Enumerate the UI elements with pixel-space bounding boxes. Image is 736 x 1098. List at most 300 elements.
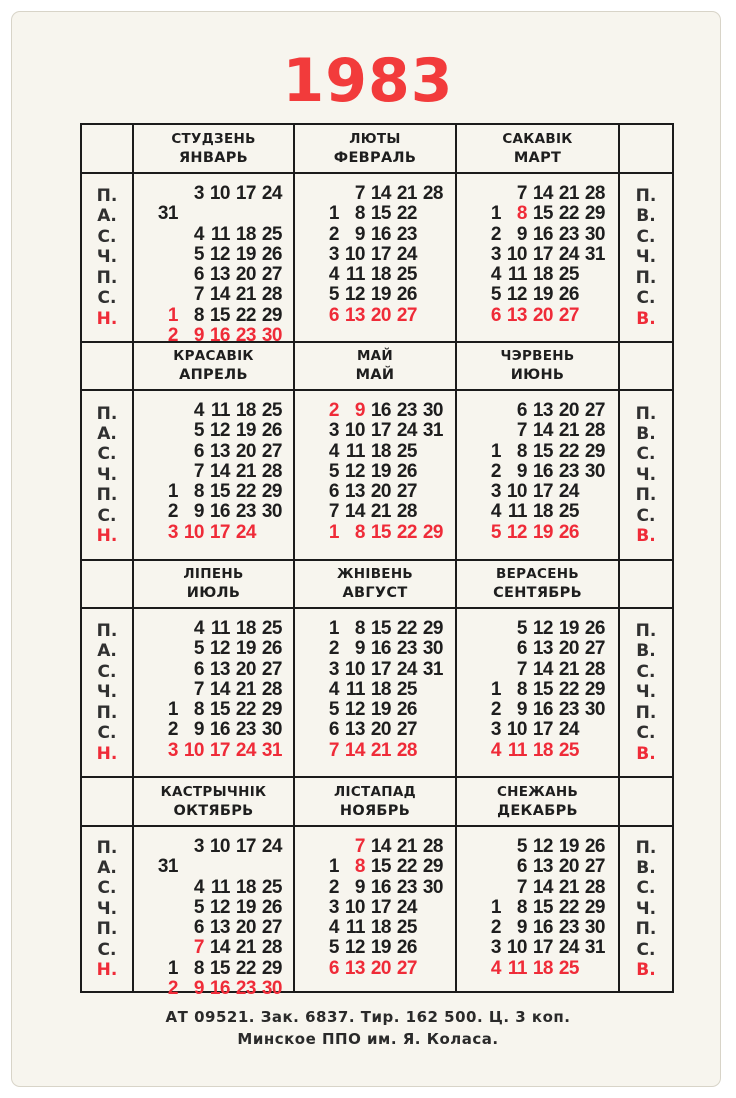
month-name-russian: АПРЕЛЬ (179, 367, 248, 383)
day-number: 14 (344, 739, 365, 761)
day-number: 18 (532, 957, 553, 979)
day-number: 28 (422, 836, 443, 857)
weekday-row (317, 741, 455, 761)
day-number: 25 (396, 678, 417, 700)
day-number: 19 (235, 243, 256, 265)
day-number: 15 (209, 304, 230, 326)
weekday-row (156, 285, 293, 305)
weekday-row (317, 700, 455, 720)
day-number: 28 (261, 460, 282, 482)
day-number: 29 (584, 203, 605, 225)
weekday-label: Ч. (635, 464, 657, 485)
weekday-row (156, 959, 293, 979)
weekday-row (156, 245, 293, 265)
day-number: 24 (558, 937, 579, 959)
day-number: 24 (235, 739, 256, 761)
day-number: 7 (193, 460, 204, 482)
day-number: 7 (328, 501, 339, 523)
day-number: 7 (193, 937, 204, 959)
day-number: 1 (167, 304, 178, 326)
day-number: 14 (370, 836, 391, 857)
weekday-label: П. (635, 403, 657, 424)
day-number: 22 (558, 678, 579, 700)
day-number: 6 (328, 957, 339, 979)
day-number: 10 (209, 836, 230, 857)
weekday-row (317, 401, 455, 421)
day-number: 26 (261, 638, 282, 660)
day-number: 14 (532, 420, 553, 442)
day-number: 27 (261, 264, 282, 286)
day-number: 17 (370, 420, 391, 442)
weekday-label: П. (635, 702, 657, 723)
weekday-label: В. (636, 206, 656, 227)
month-header (134, 778, 295, 827)
day-number: 30 (261, 325, 282, 347)
day-number: 2 (167, 501, 178, 523)
day-number (479, 837, 501, 857)
corner-cell (620, 778, 672, 827)
corner-cell (82, 778, 134, 827)
weekday-row (317, 938, 455, 958)
day-number: 3 (193, 183, 204, 204)
weekday-row (479, 306, 618, 326)
day-number: 18 (370, 678, 391, 700)
weekday-label: Н. (96, 960, 118, 981)
month-header (295, 778, 457, 827)
day-number: 31 (261, 739, 282, 761)
month-name-belarusian: КАСТРЫЧНІК (160, 783, 267, 800)
day-number: 29 (584, 896, 605, 918)
weekday-row (479, 938, 618, 958)
day-number: 24 (558, 243, 579, 265)
weekday-row (479, 421, 618, 441)
day-number: 5 (193, 896, 204, 918)
day-number: 16 (209, 978, 230, 1000)
weekday-row (156, 421, 293, 441)
day-number: 18 (235, 400, 256, 421)
calendar-grid (80, 123, 674, 1000)
day-number: 7 (354, 183, 365, 204)
day-number: 11 (345, 917, 365, 939)
day-number: 14 (532, 183, 553, 204)
day-number: 4 (490, 739, 501, 761)
weekday-row (317, 680, 455, 700)
day-number: 14 (209, 284, 230, 306)
day-number: 14 (344, 501, 365, 523)
day-number: 11 (507, 739, 527, 761)
day-number: 23 (396, 638, 417, 660)
day-number: 26 (396, 937, 417, 959)
weekday-label: С. (636, 288, 656, 309)
month-name-russian: МАРТ (513, 149, 562, 166)
day-number (156, 421, 178, 441)
day-number: 31 (584, 243, 605, 265)
day-number: 21 (370, 501, 391, 523)
day-number: 5 (516, 618, 527, 639)
day-number: 27 (261, 917, 282, 939)
day-number: 11 (210, 223, 230, 245)
day-number: 8 (516, 678, 527, 700)
day-number: 28 (422, 183, 443, 204)
weekday-label: В. (636, 743, 656, 764)
weekday-row (317, 619, 455, 639)
day-number: 25 (396, 917, 417, 939)
day-number: 18 (370, 264, 391, 286)
day-number: 30 (584, 699, 605, 721)
weekday-label: П. (635, 919, 657, 940)
day-number: 29 (584, 678, 605, 700)
day-number: 30 (584, 917, 605, 939)
weekday-row (156, 523, 293, 543)
day-number: 8 (516, 203, 527, 225)
weekday-row (156, 462, 293, 482)
day-number: 15 (532, 440, 553, 462)
day-number: 17 (532, 719, 553, 741)
weekday-labels-left (82, 391, 134, 561)
day-number: 19 (370, 937, 391, 959)
day-number: 29 (261, 304, 282, 326)
day-number: 26 (261, 896, 282, 918)
weekday-row (479, 225, 618, 245)
weekday-label: П. (96, 621, 118, 642)
day-number: 18 (370, 440, 391, 462)
day-number: 19 (558, 836, 579, 857)
weekday-label: В. (636, 641, 656, 662)
weekday-label: П. (96, 403, 118, 424)
weekday-label: П. (635, 186, 657, 207)
day-number: 24 (261, 183, 282, 204)
day-number: 3 (328, 243, 339, 265)
weekday-row (156, 741, 293, 761)
month-days (134, 827, 295, 1000)
day-number: 31 (422, 658, 443, 680)
day-number: 22 (558, 440, 579, 462)
day-number: 9 (354, 876, 365, 898)
day-number: 12 (532, 618, 553, 639)
day-number: 24 (558, 719, 579, 741)
day-number: 18 (235, 223, 256, 245)
day-number: 13 (209, 917, 230, 939)
weekday-label: П. (96, 919, 118, 940)
day-number: 27 (261, 440, 282, 462)
day-number: 12 (209, 638, 230, 660)
day-number: 11 (507, 957, 527, 979)
day-number: 17 (532, 481, 553, 503)
weekday-row (317, 918, 455, 938)
day-number: 15 (532, 896, 553, 918)
month-name-belarusian: ЛІСТАПАД (334, 783, 416, 800)
weekday-row (156, 225, 293, 245)
day-number: 19 (558, 618, 579, 639)
day-number: 20 (370, 481, 391, 503)
day-number: 15 (532, 203, 553, 225)
month-name-russian: ИЮНЬ (510, 367, 565, 383)
day-number: 26 (558, 521, 579, 543)
day-number: 3 (328, 420, 339, 442)
day-number: 4 (193, 400, 204, 421)
day-number: 3 (490, 937, 501, 959)
day-number (317, 184, 339, 204)
weekday-label: А. (97, 206, 117, 227)
month-header (457, 778, 620, 827)
publisher-info: Минское ППО им. Я. Коласа. (237, 1030, 499, 1048)
corner-cell (82, 561, 134, 609)
weekday-label: В. (636, 308, 656, 329)
weekday-labels-left (82, 827, 134, 991)
day-number: 26 (396, 699, 417, 721)
day-number: 21 (558, 420, 579, 442)
day-number: 21 (235, 284, 256, 306)
weekday-row (317, 225, 455, 245)
month-name-russian: МАЙ (355, 367, 395, 383)
day-number: 13 (344, 719, 365, 741)
month-name-russian: АВГУСТ (342, 585, 408, 601)
day-number: 8 (516, 896, 527, 918)
day-number: 19 (370, 460, 391, 482)
month-name-belarusian: СТУДЗЕНЬ (171, 130, 256, 147)
day-number: 9 (193, 978, 204, 1000)
day-number: 24 (558, 481, 579, 503)
day-number: 27 (584, 638, 605, 660)
day-number: 6 (328, 719, 339, 741)
weekday-label: Ч. (635, 682, 657, 703)
day-number: 23 (235, 719, 256, 741)
day-number: 23 (396, 876, 417, 898)
weekday-labels-left (82, 174, 134, 343)
day-number: 21 (558, 183, 579, 204)
weekday-row (156, 401, 293, 421)
day-number: 13 (209, 264, 230, 286)
day-number: 1 (328, 856, 339, 878)
day-number: 14 (532, 658, 553, 680)
weekday-row (317, 265, 455, 285)
month-name-belarusian: САКАВІК (502, 130, 573, 147)
day-number: 28 (396, 501, 417, 523)
day-number (156, 619, 178, 639)
day-number: 31 (157, 856, 178, 878)
day-number: 17 (370, 896, 391, 918)
weekday-row (479, 857, 618, 877)
month-days (457, 391, 620, 561)
day-number: 24 (261, 836, 282, 857)
day-number: 12 (344, 460, 365, 482)
day-number: 1 (167, 699, 178, 721)
day-number: 12 (506, 521, 527, 543)
day-number: 4 (490, 501, 501, 523)
day-number: 31 (157, 203, 178, 225)
corner-cell (620, 343, 672, 391)
day-number: 11 (345, 264, 365, 286)
day-number (479, 639, 501, 659)
weekday-label: А. (97, 857, 117, 878)
weekday-row (479, 878, 618, 898)
weekday-labels-right (620, 827, 672, 991)
day-number: 15 (370, 203, 391, 225)
month-days (457, 609, 620, 778)
day-number: 2 (167, 978, 178, 1000)
day-number: 2 (328, 223, 339, 245)
weekday-label: А. (97, 641, 117, 662)
month-name-russian: ОКТЯБРЬ (173, 802, 254, 819)
weekday-label: В. (636, 526, 656, 547)
day-number: 16 (370, 638, 391, 660)
day-number: 3 (167, 521, 178, 543)
day-number: 15 (532, 678, 553, 700)
day-number: 14 (209, 460, 230, 482)
weekday-row (317, 523, 455, 543)
weekday-label: П. (96, 186, 118, 207)
day-number: 26 (396, 284, 417, 306)
day-number: 18 (370, 917, 391, 939)
day-number: 8 (193, 699, 204, 721)
day-number: 26 (584, 836, 605, 857)
day-number: 10 (506, 719, 527, 741)
weekday-label: П. (635, 621, 657, 642)
day-number: 4 (490, 957, 501, 979)
corner-cell (620, 561, 672, 609)
day-number: 8 (354, 618, 365, 639)
day-number: 29 (422, 618, 443, 639)
day-number: 5 (193, 420, 204, 442)
month-name-belarusian: СНЕЖАНЬ (496, 783, 579, 800)
day-number: 3 (193, 836, 204, 857)
day-number: 27 (396, 481, 417, 503)
month-name-russian: ЯНВАРЬ (178, 149, 249, 166)
day-number: 30 (584, 460, 605, 482)
weekday-row (479, 401, 618, 421)
weekday-label: Н. (96, 308, 118, 329)
month-days (295, 827, 457, 991)
weekday-row (479, 837, 618, 857)
day-number: 22 (235, 957, 256, 979)
day-number: 5 (328, 284, 339, 306)
day-number: 7 (328, 739, 339, 761)
day-number: 7 (193, 678, 204, 700)
day-number: 14 (209, 678, 230, 700)
day-number: 23 (558, 223, 579, 245)
weekday-row (156, 720, 293, 740)
day-number: 21 (235, 460, 256, 482)
day-number: 6 (193, 264, 204, 286)
weekday-row (479, 285, 618, 305)
day-number: 5 (328, 699, 339, 721)
day-number: 15 (370, 856, 391, 878)
day-number: 5 (328, 460, 339, 482)
weekday-label: П. (96, 837, 118, 858)
corner-cell (82, 125, 134, 174)
weekday-row (479, 680, 618, 700)
month-name-belarusian: ЧЭРВЕНЬ (500, 348, 575, 364)
day-number (156, 225, 178, 245)
day-number: 26 (396, 460, 417, 482)
weekday-label: П. (96, 702, 118, 723)
day-number: 27 (558, 304, 579, 326)
day-number: 23 (396, 223, 417, 245)
weekday-label: С. (97, 226, 117, 247)
weekday-label: Н. (96, 743, 118, 764)
day-number: 9 (354, 400, 365, 421)
day-number: 2 (167, 325, 178, 347)
day-number: 19 (532, 284, 553, 306)
day-number: 20 (558, 856, 579, 878)
day-number: 11 (507, 264, 527, 286)
weekday-row (317, 204, 455, 224)
day-number: 13 (506, 304, 527, 326)
day-number: 24 (396, 243, 417, 265)
weekday-row (479, 959, 618, 979)
day-number: 2 (328, 638, 339, 660)
weekday-row (156, 837, 293, 878)
month-name-belarusian: ЖНІВЕНЬ (336, 566, 414, 582)
day-number: 17 (209, 739, 230, 761)
weekday-row (156, 898, 293, 918)
weekday-label: В. (636, 423, 656, 444)
day-number: 26 (558, 284, 579, 306)
day-number: 1 (490, 678, 501, 700)
day-number: 27 (396, 957, 417, 979)
day-number: 18 (235, 876, 256, 898)
day-number: 3 (167, 739, 178, 761)
weekday-labels-right (620, 174, 672, 343)
day-number: 5 (193, 638, 204, 660)
month-name-russian: ДЕКАБРЬ (497, 802, 578, 819)
weekday-row (317, 184, 455, 204)
day-number: 30 (422, 400, 443, 421)
weekday-row (317, 959, 455, 979)
day-number: 2 (328, 876, 339, 898)
day-number: 2 (328, 400, 339, 421)
day-number: 3 (328, 896, 339, 918)
day-number: 6 (490, 304, 501, 326)
day-number: 2 (490, 699, 501, 721)
weekday-row (317, 462, 455, 482)
month-days (134, 174, 295, 347)
day-number: 28 (261, 678, 282, 700)
weekday-label: Ч. (96, 682, 118, 703)
day-number: 13 (344, 481, 365, 503)
day-number: 24 (396, 420, 417, 442)
weekday-row (317, 482, 455, 502)
month-name-russian: ФЕВРАЛЬ (333, 149, 417, 166)
weekday-row (317, 285, 455, 305)
weekday-row (479, 462, 618, 482)
day-number: 4 (193, 618, 204, 639)
day-number: 15 (209, 481, 230, 503)
weekday-label: Ч. (96, 898, 118, 919)
weekday-row (479, 204, 618, 224)
day-number: 11 (345, 440, 365, 462)
day-number: 30 (261, 978, 282, 1000)
day-number: 20 (532, 304, 553, 326)
day-number (479, 619, 501, 639)
weekday-row (317, 245, 455, 265)
day-number: 18 (532, 264, 553, 286)
weekday-label: П. (96, 267, 118, 288)
day-number: 8 (354, 856, 365, 878)
day-number: 1 (490, 896, 501, 918)
day-number: 20 (558, 638, 579, 660)
day-number: 8 (516, 440, 527, 462)
weekday-label: С. (636, 444, 656, 465)
day-number: 27 (584, 856, 605, 878)
day-number: 10 (209, 183, 230, 204)
month-header (295, 561, 457, 609)
day-number: 16 (209, 719, 230, 741)
day-number: 22 (396, 203, 417, 225)
weekday-label: П. (635, 837, 657, 858)
month-name-belarusian: ЛІПЕНЬ (183, 566, 244, 582)
day-number: 6 (193, 658, 204, 680)
